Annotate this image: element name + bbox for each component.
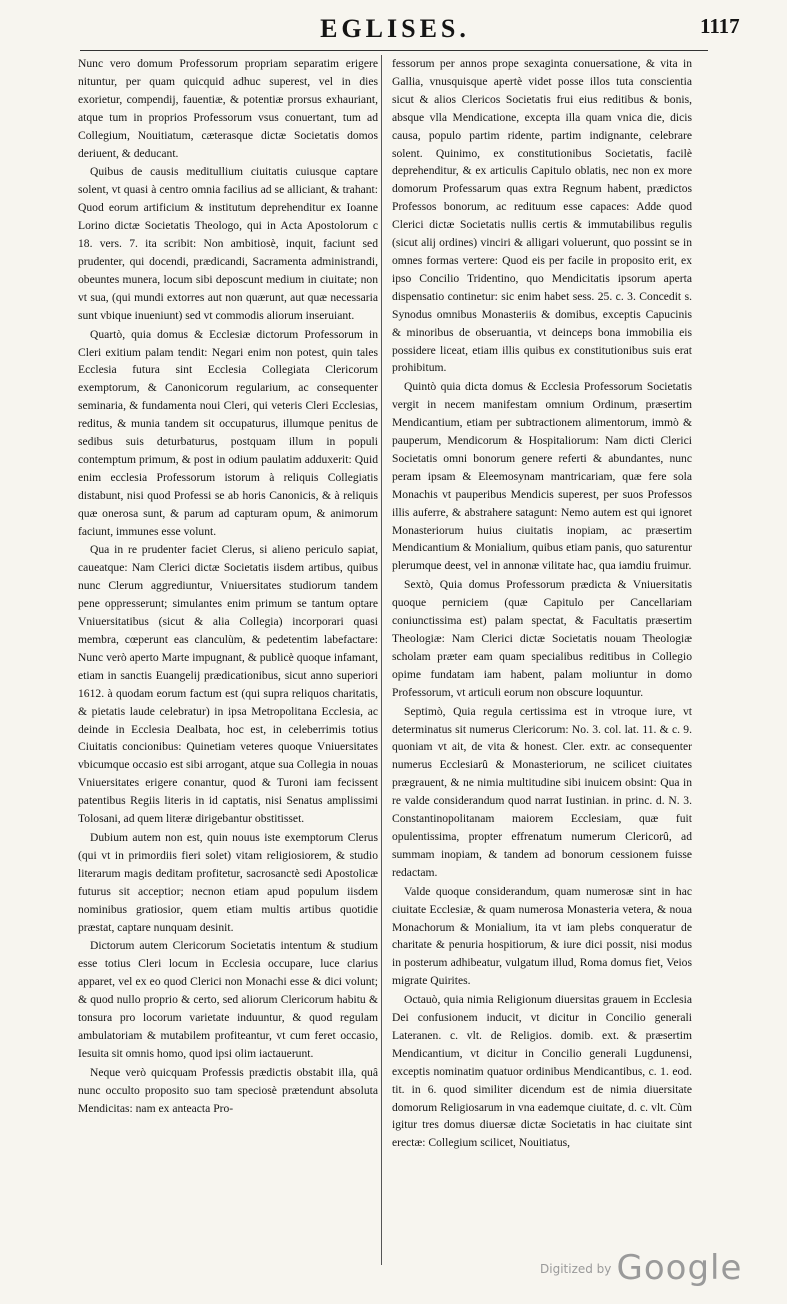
left-column	[78, 55, 378, 1117]
page-number: 1117	[700, 14, 740, 38]
paragraph: fessorum per annos prope sexaginta conuersatione, & vita in Gallia, vnusquisque apertè videt posse illos tuta conscientia sicut & alios Clericos Societatis frui eius reditibus & bonis, absque vlla Mendicatione, excepta illa quam vnica die, dicis causa, populo partim ridente, partim indignante, celebrare solent. Quinimo, ex constitutionibus Societatis, facilè deprehenditur, & ex articulis Capitulo oblatis, nec non ex more domorum Professarum quas extra Regnum habent, prædictos Professos bonorum, ac redituum esse capaces: Adde quod Clerici dictæ Societatis nullis certis & immutabilibus regulis (sicut alij ordines) vinciri & alligari voluerunt, quo possint se in omnes formas vertere: Quod eis per facile in proposito erit, ex ipso Concilio Tridentino, quo Mendicitatis ipsorum aperta dispensatio continetur: sic enim habet sess. 25. c. 3. Concedit s. Synodus omnibus Monasteriis & domibus, exceptis Capucinis & minoribus de obseruantia, vt deinceps bona immobilia eis possidere liceat, etiam illis quibus ex constitutionibus suis erat prohibitum.	[392, 57, 692, 375]
paragraph: Octauò, quia nimia Religionum diuersitas grauem in Ecclesia Dei confusionem inducit, vt dicitur in Concilio generali Lateranen. c. vlt. de Religios. domib. ext. & præsertim Mendicantium, vt dicitur in Concilio generali Lugdunensi, exceptis nominatim quatuor ordinibus Mendicantibus, c. 1. eod. tit. in 6. quod similiter dicendum est de nimia diuersitate domorum Religiosarum in vna eademque ciuitate, d. c. vlt. Cùm igitur tres domus diuersæ dictæ Societatis in hac ciuitate sint erectæ: Collegium scilicet, Nouitiatus,	[392, 993, 692, 1150]
column-divider	[381, 55, 382, 1265]
paragraph: Dubium autem non est, quin nouus iste exemptorum Clerus (qui vt in primordiis fieri solet) vitam religiosiorem, & studio literarum magis deditam profitetur, sacrosanctè sedi Apostolicæ futurus sit acceptior; necnon etiam apud populum iisdem nominibus gratiosior, quem etiam multis artibus quotidie præstat, captare nunquam desinit.	[78, 830, 378, 934]
paragraph: Quibus de causis meditullium ciuitatis cuiusque captare solent, vt quasi à centro omnia facilius ad se alliciant, & trahant: Quod eorum artificium & institutum deprehenditur ex Ioanne Lorino dictæ Societatis Theologo, qui in Acta Apostolorum c 18. vers. 7. ita scribit: Non ambitiosè, inquit, faciunt sed prudenter, qui docendi, prædicandi, Sacramenta administrandi, obeuntes munera, locum sibi deposcunt medium in ciuitate; non vt sua, (qui mundi extorres aut non quærunt, aut quæ necessaria sunt vbique inueniunt) sed vt commodis aliorum inseruiant.	[78, 165, 378, 322]
paragraph: Dictorum autem Clericorum Societatis intentum & studium esse totius Cleri locum in Ecclesia occupare, luce clarius apparet, vel ex eo quod Clerici non Monachi esse & dici volunt; & quod nullo proprio & certo, sed aliorum Clericorum habitu & tonsura pro locorum varietate induuntur, & quod regulam ambulatoriam & mutabilem profiteantur, vt cum feret occasio, Iesuita sit omnis homo, quod ipsi olim iactauerunt.	[78, 939, 378, 1060]
paragraph: Qua in re prudenter faciet Clerus, si alieno periculo sapiat, caueatque: Nam Clerici dictæ Societatis iisdem artibus, quibus nunc Clerum aggrediuntur, Vniuersitates studiorum tandem pene oppresserunt; simulantes enim primum se tantum optare Vniuersitatibus (sicut & alia Collegia) incorporari quasi membra, cœperunt eas clanculùm, & pedetentim labefactare: Nunc verò aperto Marte impugnant, & publicè quoque infamant, etiam in sanctis Euangelij prædicationibus, sicut anno superiori 1612. à quodam eorum factum est (qui supra reliquos charitatis, & pietatis laude celebratur) in ipsa Metropolitana Ecclesia, ac deinde in Ecclesia Dealbata, hoc est, in celeberrimis totius Ciuitatis concionibus: Quinetiam veteres quoque Vniuersitates vbicumque occasio est sibi arrogant, atque sua Collegia in nouas Vniuersitates erigere conantur, quod & Turoni iam fecissent patentibus Regiis literis in id captatis, nisi Senatus amplissimi Tolosani, ad quem literæ dirigebantur obstitisset.	[78, 543, 378, 826]
paragraph: Quartò, quia domus & Ecclesiæ dictorum Professorum in Cleri exitium palam tendit: Negari enim non potest, quin tales Ecclesia futura sint Ecclesia Collegiata Clericorum exemptorum, & Canonicorum regularium, ac consequenter seminaria, & fundamenta noui Cleri, qui veteris Cleri Ecclesias, reditus, & munia tandem sit occupaturus, illumque penitus de sedibus suis deturbaturus, postquam illum in populi contemptum primum, & post in odium paulatim adduxerit: Quid enim ecclesia Professorum istorum à reliquis Collegiatis distabunt, nisi quod Professi se ab horis Canonicis, & à reliquis quæ onerosa sunt, & parum ad capturam opum, & animorum faciunt, immunes esse volunt.	[78, 327, 378, 538]
paragraph: Neque verò quicquam Professis prædictis obstabit illa, quâ nunc occulto proposito suo tam speciosè prætendunt absoluta Mendicitas: nam ex anteacta Pro-	[78, 1065, 378, 1115]
paragraph: Valde quoque considerandum, quam numerosæ sint in hac ciuitate Ecclesiæ, & quam numerosa Monasteria vetera, & noua Monachorum & Monialium, ita vt iam plebs conqueratur de charitate & penuria hospitiorum, & iure dici possit, nisi modus in posterum adhibeatur, vulgatum illud, Roma domus fiet, Veios migrate Quirites.	[392, 884, 692, 988]
paragraph: Nunc vero domum Professorum propriam separatim erigere nituntur, per quam quicquid adhuc superest, vel in dies exorietur, compendij, fauentiæ, & potentiæ prorsus exhauriant, atque tum in proprios Professorum vsus conuertant, tum ad Collegium, Nouitiatum, cæterasque dictæ Societatis domos deriuent, & deducant.	[78, 57, 378, 160]
paragraph: Septimò, Quia regula certissima est in vtroque iure, vt determinatus sit numerus Clericorum: No. 3. col. lat. 11. & c. 9. quoniam vt ait, de vita & honest. Cler. extr. ac consequenter numerus Ecclesiarû & Monasteriorum, ne scilicet ciuitates prægrauent, & ne nimia multitudine sibi inuicem obsint: Qua in re valde considerandum quod narrat Iustinian. in princ. d. N. 3. Constantinopolitanam maiorem Ecclesiam, quæ fuit opulentissima, propter effrenatum numerum Clericorû, ad summam inopiam, & tandem ad bonorum cessionem fuisse redactam.	[392, 704, 692, 879]
header-rule	[80, 50, 708, 51]
google-logo: Google	[616, 1248, 743, 1288]
paragraph: Sextò, Quia domus Professorum prædicta & Vniuersitatis quoque perniciem (quæ Capitulo per Cancellariam coniunctissima est) palam spectat, & Facultatis præsertim Theologiæ: Nam Clerici dictæ Societatis nouam Theologiæ scholam præter eam quam specialibus reditibus in Collegio opime fundatam iam habent, palam moliuntur in domo Professorum, vt articuli eorum non obscure loquuntur.	[392, 578, 692, 699]
running-head: EGLISES.	[320, 14, 470, 43]
google-watermark	[540, 1248, 742, 1288]
right-column	[392, 55, 692, 1152]
paragraph: Quintò quia dicta domus & Ecclesia Professorum Societatis vergit in necem manifestam omnium Ordinum, præsertim Mendicantium, etiam per subtractionem alimentorum, immò & pauperum, Mendicorum & Hospitaliorum: Nam dicti Clerici Societatis omni bonorum genere referti & abundantes, nunc peram ipsam & Eleemosynam mantricariam, quæ fere sola Monachis vt pauperibus Mendicis superest, per suos Professos illis auferre, & abstrahere satagunt: Nemo autem est qui ignoret Monasteriorum huius ciuitatis inopiam, ac præsertim Mendicantium & Monialium, quibus etiam panis, quo saturentur plerumque deest, vel in annonæ vilitate hac, qua iamdiu fruimur.	[392, 380, 692, 573]
watermark-prefix: Digitized by	[540, 1262, 612, 1276]
